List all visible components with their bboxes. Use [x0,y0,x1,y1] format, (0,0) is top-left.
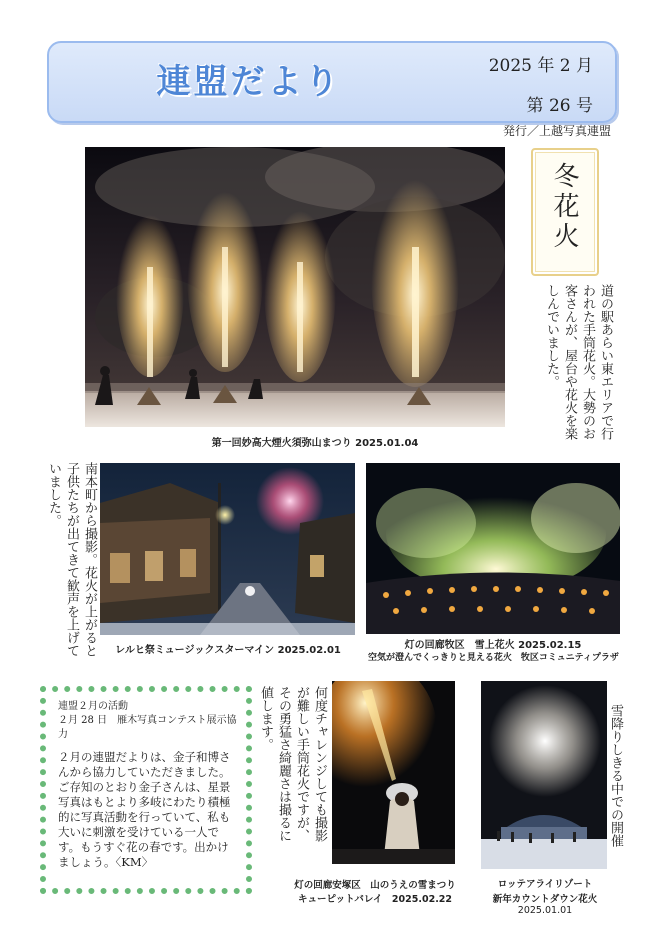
story5-text: 雪降りしきる中での開催 [608,704,623,847]
photo-tezutsu-closeup-caption1: 灯の回廊安塚区 山のうえの雪まつり [294,880,456,891]
story4-text: 何度チャレンジしても撮影が難しい手筒花火ですが、その勇猛さ綺麗さは撮るに値します。 [258,686,327,842]
photo-countdown-caption3: 2025.01.01 [517,905,573,916]
notice-heading: 連盟２月の活動 [58,701,128,712]
photo-countdown-caption1: ロッテアライリゾート [497,879,593,890]
issue-number: 第 26 号 [526,96,593,116]
main-title: 冬花火 [549,162,579,252]
photo-countdown-caption2: 新年カウントダウン花火 [492,894,598,905]
publisher: 発行／上越写真連盟 [502,124,611,138]
notice-activity: ２月 28 日 雁木写真コンテスト展示協力 [58,715,237,740]
photo-tezutsu-closeup-caption2: キューピットバレイ 2025.02.22 [297,894,453,905]
main-title-box [531,148,599,276]
photo-tezutsu-closeup [332,681,455,864]
main-photo-tezutsu-fireworks [85,147,505,427]
main-story-text: 道の駅あらい東エリアで行われた手筒花火。大勢のお客さんが、屋台や花火を楽しんでいました。 [544,284,613,440]
issue-date: 2025 年 2 月 [488,56,593,76]
photo-street-fireworks-caption: レルヒ祭ミュージックスターマイン 2025.02.01 [115,645,341,656]
story2-text: 南本町から撮影。花火が上がると子供たちが出てきて歓声を上げていました。 [46,462,97,657]
main-photo-caption: 第一回妙高大煙火須弥山まつり 2025.01.04 [211,438,419,449]
photo-snow-fireworks-caption2: 空気が澄んでくっきりと見える花火 牧区コミュニティプラザ [368,653,619,663]
notice-body: ２月の連盟だよりは、金子和博さんから協力していただきました。ご存知のとおり金子さんは、星景写真はもとより多岐にわたり積極的に写真活動を行っていて、私も大いに刺激を受けている一人です。もうすぐ花の春です。出かけましょう。〈KM〉 [58,750,231,869]
photo-countdown-fireworks [481,681,607,869]
notice-box [40,686,252,894]
photo-snow-fireworks [366,463,620,634]
newsletter-title: 連盟だより [156,62,342,102]
photo-snow-fireworks-caption1: 灯の回廊牧区 雪上花火 2025.02.15 [404,640,582,651]
header-banner [47,41,617,123]
photo-street-fireworks [100,463,355,635]
